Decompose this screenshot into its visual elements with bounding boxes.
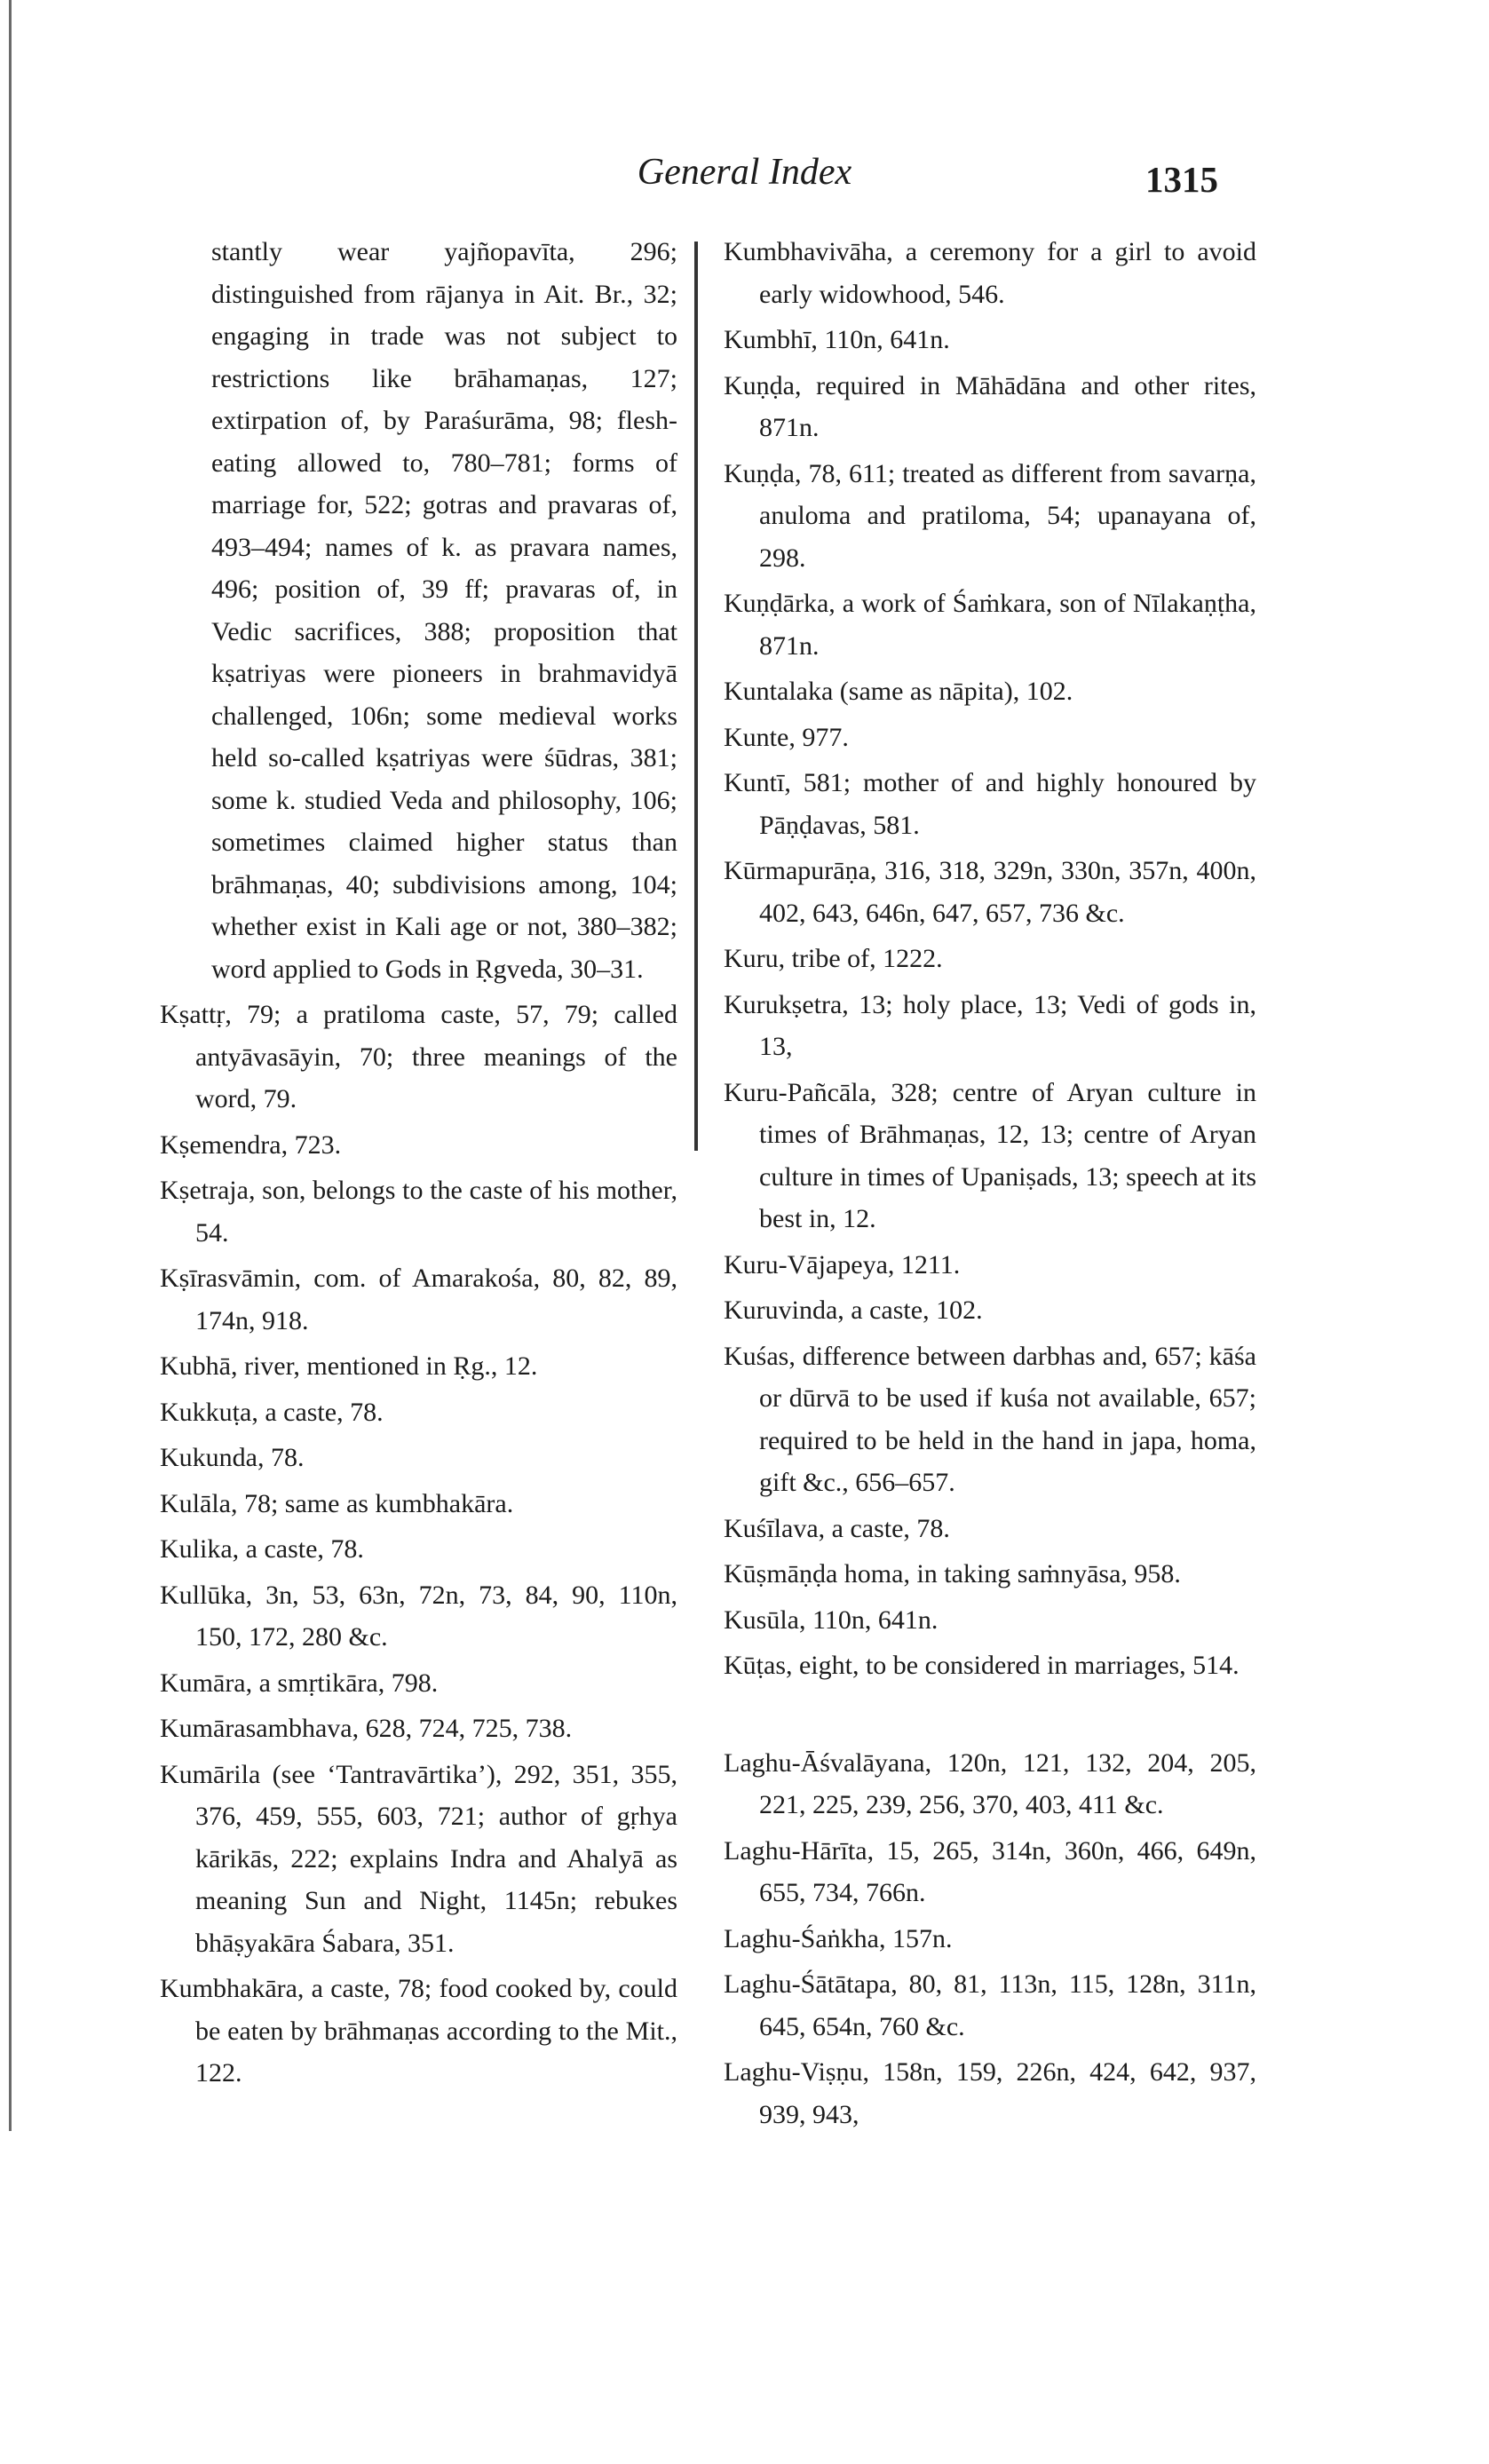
column-divider [694,242,698,1151]
right-column [724,231,1256,2139]
page-number: 1315 [1145,159,1218,200]
margin-rule [9,0,12,2131]
index-entry: Kumārasambhava, 628, 724, 725, 738. [160,1714,573,1743]
index-entry: Kuruvinda, a caste, 102. [724,1295,983,1325]
index-entry: Kūrmapurāṇa, 316, 318, 329n, 330n, 357n, 400n, 402, 643, 646n, 647, 657, 736 &c. [724,856,1256,928]
index-entry: Kumbhī, 110n, 641n. [724,325,950,354]
index-entry: Kuru-Vājapeya, 1211. [724,1249,961,1280]
section-gap [724,1691,1256,1742]
index-entry: Kṣetraja, son, belongs to the caste of his mother, 54. [160,1176,677,1248]
index-entry: Kūṣmāṇḍa homa, in taking saṁnyāsa, 958. [724,1559,1181,1589]
index-entry: Kuntī, 581; mother of and highly honoured by Pāṇḍavas, 581. [724,768,1256,840]
index-entry: Kusūla, 110n, 641n. [724,1604,939,1635]
index-entry: Laghu-Hārīta, 15, 265, 314n, 360n, 466, 649n, 655, 734, 766n. [724,1835,1256,1907]
index-entry: Laghu-Śātātapa, 80, 81, 113n, 115, 128n, 311n, 645, 654n, 760 &c. [724,1969,1256,2041]
left-column [160,231,677,2098]
index-entry: Kuntalaka (same as nāpita), 102. [724,677,1073,706]
index-entry: Kurukṣetra, 13; holy place, 13; Vedi of gods in, 13, [724,989,1256,1061]
index-entry: Kulika, a caste, 78. [160,1534,364,1564]
index-entry: Kumārila (see ‘Tantravārtika’), 292, 351, 355, 376, 459, 555, 603, 721; author of gṛhya kārikās, 222; explains Indra and Ahalyā as meaning Sun and Night, 1145n; rebukes bhāṣyakāra Śabara, 351. [160,1759,677,1958]
index-entry: Kukkuṭa, a caste, 78. [160,1397,384,1427]
index-entry: Kuśas, difference between darbhas and, 657; kāśa or dūrvā to be used if kuśa not available, 657; required to be held in the hand in japa, homa, gift &c., 656–657. [724,1341,1256,1497]
index-entry: Kṣīrasvāmin, com. of Amarakośa, 80, 82, 89, 174n, 918. [160,1264,677,1335]
index-entry: Laghu-Viṣṇu, 158n, 159, 226n, 424, 642, 937, 939, 943, [724,2057,1256,2129]
running-head: General Index [637,152,852,193]
index-entry: Kunte, 977. [724,722,849,752]
index-entry: Kumbhavivāha, a ceremony for a girl to avoid early widowhood, 546. [724,237,1256,309]
index-entry: Kṣattṛ, 79; a pratiloma caste, 57, 79; called antyāvasāyin, 70; three meanings of the word, 79. [160,1000,677,1113]
index-entry: Kumbhakāra, a caste, 78; food cooked by, could be eaten by brāhmaṇas according to the Mit., 122. [160,1974,677,2088]
index-entry: Kūṭas, eight, to be considered in marriages, 514. [724,1651,1240,1680]
index-entry: Kuru-Pañcāla, 328; centre of Aryan culture in times of Brāhmaṇas, 12, 13; centre of Aryan culture in times of Upaniṣads, 13; speech at its best in, 12. [724,1077,1256,1233]
index-entry: Kumāra, a smṛtikāra, 798. [160,1668,439,1698]
index-entry: Kubhā, river, mentioned in Ṛg., 12. [160,1351,538,1381]
index-entry: Kukunda, 78. [160,1443,305,1472]
index-entry: Laghu-Āśvalāyana, 120n, 121, 132, 204, 205, 221, 225, 239, 256, 370, 403, 411 &c. [724,1747,1256,1819]
index-entry: Kuṇḍa, required in Māhādāna and other rites, 871n. [724,370,1256,442]
index-entry: Kulāla, 78; same as kumbhakāra. [160,1488,514,1518]
index-entry: Kuṇḍārka, a work of Śaṁkara, son of Nīlakaṇṭha, 871n. [724,589,1256,661]
index-entry: Laghu-Śaṅkha, 157n. [724,1923,953,1953]
index-entry: Kuṇḍa, 78, 611; treated as different from savarṇa, anuloma and pratiloma, 54; upanayana of, 298. [724,458,1256,573]
index-entry: Kullūka, 3n, 53, 63n, 72n, 73, 84, 90, 110n, 150, 172, 280 &c. [160,1580,677,1652]
index-entry: Kṣemendra, 723. [160,1129,342,1160]
index-entry: Kuru, tribe of, 1222. [724,944,943,973]
index-entry: Kuśīlava, a caste, 78. [724,1513,950,1543]
index-entry: stantly wear yajñopavīta, 296; distinguished from rājanya in Ait. Br., 32; engaging in trade was not subject to restrictions like brāhamaṇas, 127; extirpation of, by Paraśurāma, 98; flesh-eating allowed to, 780–781; forms of marriage for, 522; gotras and pravaras of, 493–494; names of k. as pravara names, 496; position of, 39 ff; pravaras of, in Vedic sacrifices, 388; proposition that kṣatriyas were pioneers in brahmavidyā challenged, 106n; some medieval works held so-called kṣatriyas were śūdras, 381; some k. studied Veda and philosophy, 106; sometimes claimed higher status than brāhmaṇas, 40; subdivisions among, 104; whether exist in Kali age or not, 380–382; word applied to Gods in Ṛgveda, 30–31. [211,237,677,984]
